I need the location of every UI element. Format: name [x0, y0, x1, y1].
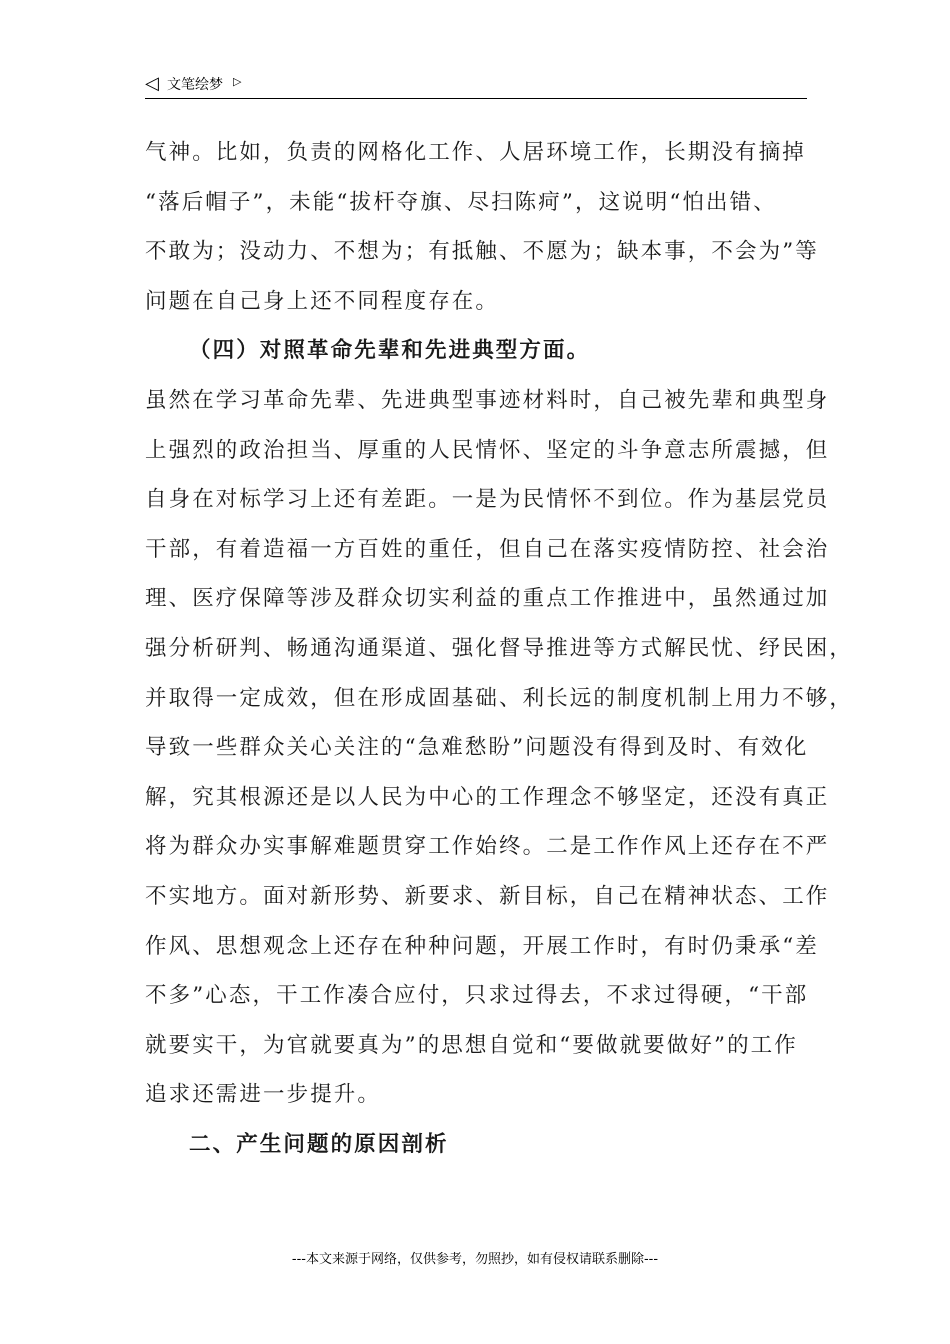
paragraph-line: 上强烈的政治担当、厚重的人民情怀、坚定的斗争意志所震撼，但 [145, 437, 830, 463]
paragraph-line: 自身在对标学习上还有差距。一是为民情怀不到位。作为基层党员 [145, 487, 830, 513]
header-title: 文笔绘梦 [167, 77, 223, 93]
section-heading: （四）对照革命先辈和先进典型方面。 [189, 338, 591, 364]
paragraph-line: 作风、思想观念上还存在种种问题，开展工作时，有时仍秉承“差 [145, 933, 819, 959]
paragraph-line: 将为群众办实事解难题贯穿工作始终。二是工作作风上还存在不严 [145, 834, 830, 860]
paragraph-line: 解，究其根源还是以人民为中心的工作理念不够坚定，还没有真正 [145, 784, 830, 810]
paragraph-line: 问题在自己身上还不同程度存在。 [145, 288, 500, 314]
paragraph-line: “落后帽子”，未能“拔杆夺旗、尽扫陈疴”，这说明“怕出错、 [145, 189, 777, 215]
paragraph-line: 干部，有着造福一方百姓的重任，但自己在落实疫情防控、社会治 [145, 536, 830, 562]
footer-disclaimer: ---本文来源于网络，仅供参考，勿照抄，如有侵权请联系删除--- [291, 1252, 659, 1267]
paragraph-line: 不实地方。面对新形势、新要求、新目标，自己在精神状态、工作 [145, 883, 830, 909]
document-body [145, 128, 854, 1169]
right-triangle-icon: ▷ [233, 75, 242, 88]
section-heading: 二、产生问题的原因剖析 [189, 1131, 449, 1157]
paragraph-line: 理、医疗保障等涉及群众切实利益的重点工作推进中，虽然通过加 [145, 586, 830, 612]
paragraph-line: 不多”心态，干工作凑合应付，只求过得去，不求过得硬，“干部 [145, 983, 809, 1009]
paragraph-line: 强分析研判、畅通沟通渠道、强化督导推进等方式解民忧、纾民困， [145, 635, 854, 661]
left-triangle-icon: ◁ [145, 73, 159, 94]
paragraph-line: 气神。比如，负责的网格化工作、人居环境工作，长期没有摘掉 [145, 140, 806, 165]
paragraph-line: 虽然在学习革命先辈、先进典型事迹材料时，自己被先辈和典型身 [145, 387, 830, 413]
paragraph-line: 不敢为；没动力、不想为；有抵触、不愿为；缺本事，不会为”等 [145, 239, 819, 265]
paragraph-line: 追求还需进一步提升。 [145, 1082, 382, 1108]
paragraph-line: 并取得一定成效，但在形成固基础、利长远的制度机制上用力不够， [145, 685, 854, 711]
paragraph-line: 导致一些群众关心关注的“急难愁盼”问题没有得到及时、有效化 [145, 735, 809, 761]
paragraph-line: 就要实干，为官就要真为”的思想自觉和“要做就要做好”的工作 [145, 1032, 798, 1058]
page-header [145, 74, 807, 99]
